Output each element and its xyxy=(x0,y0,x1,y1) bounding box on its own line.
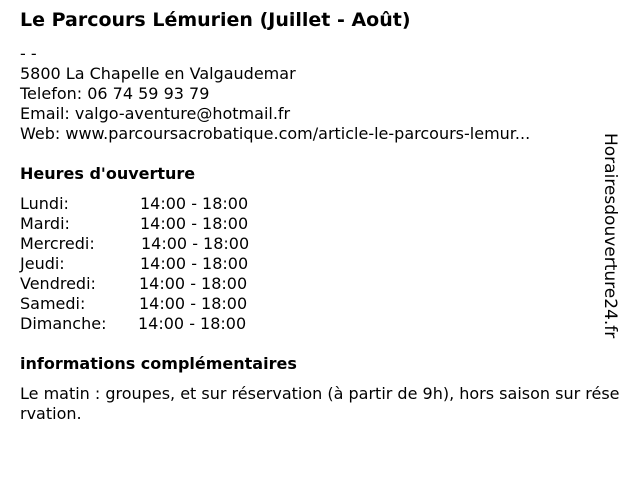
time-range: 14:00 - 18:00 xyxy=(139,274,248,293)
hours-heading: Heures d'ouverture xyxy=(20,164,196,183)
day-label: Lundi: xyxy=(20,194,69,213)
time-range: 14:00 - 18:00 xyxy=(141,234,250,253)
time-range: 14:00 - 18:00 xyxy=(140,214,249,233)
time-range: 14:00 - 18:00 xyxy=(138,314,247,333)
info-heading: informations complémentaires xyxy=(20,354,297,373)
address-line-2: 5800 La Chapelle en Valgaudemar xyxy=(20,64,296,83)
day-label: Jeudi: xyxy=(20,254,65,273)
time-range: 14:00 - 18:00 xyxy=(140,254,249,273)
info-text: Le matin : groupes, et sur réservation (à partir de 9h), hors saison sur réservation. xyxy=(20,384,620,423)
email-address: Email: valgo-aventure@hotmail.fr xyxy=(20,104,291,123)
day-label: Samedi: xyxy=(20,294,86,313)
day-label: Mercredi: xyxy=(20,234,95,253)
day-label: Mardi: xyxy=(20,214,70,233)
watermark: Horairesdouverture24.fr xyxy=(600,133,620,339)
website-link[interactable]: Web: www.parcoursacrobatique.com/article-le-parcours-lemur... xyxy=(20,124,531,143)
time-range: 14:00 - 18:00 xyxy=(139,294,248,313)
page-title: Le Parcours Lémurien (Juillet - Août) xyxy=(20,9,411,31)
time-range: 14:00 - 18:00 xyxy=(140,194,249,213)
address-line-1: - - xyxy=(20,44,37,63)
day-label: Vendredi: xyxy=(20,274,96,293)
day-label: Dimanche: xyxy=(20,314,107,333)
phone-number: Telefon: 06 74 59 93 79 xyxy=(20,84,210,103)
